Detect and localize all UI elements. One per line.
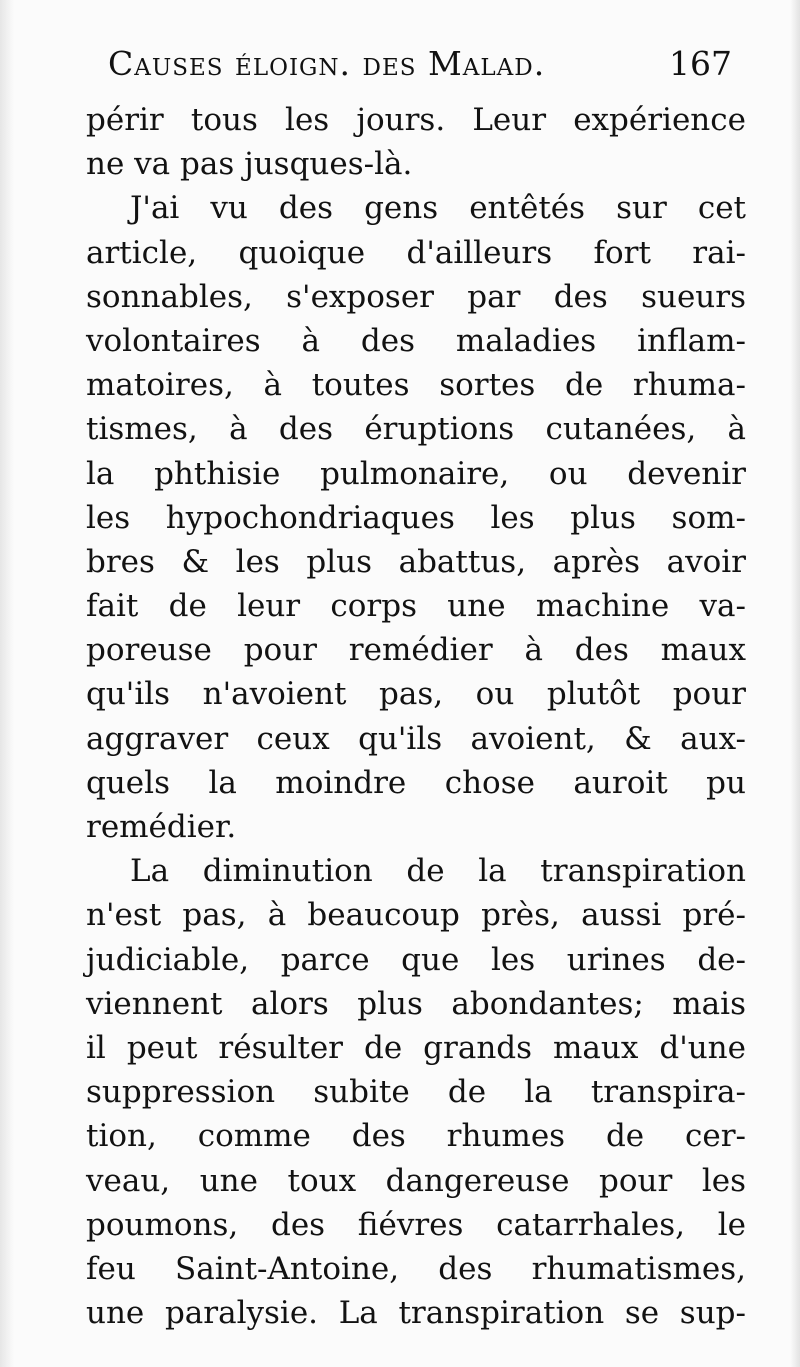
text-line: matoires, à toutes sortes de rhuma-	[86, 367, 746, 404]
text-line: n'est pas, à beaucoup près, aussi pré-	[86, 897, 746, 934]
text-line: fait de leur corps une machine va-	[86, 588, 746, 625]
text-line: article, quoique d'ailleurs fort rai-	[86, 234, 746, 271]
paragraph-first-line: J'ai vu des gens entêtés sur cet	[130, 190, 746, 227]
text-line: tismes, à des éruptions cutanées, à	[86, 411, 746, 448]
page-edge-shadow-right	[790, 0, 800, 1367]
paragraph-first-line: La diminution de la transpiration	[130, 853, 746, 890]
text-line: quels la moindre chose auroit pu	[86, 764, 746, 801]
text-line: sonnables, s'exposer par des sueurs	[86, 278, 746, 315]
text-line: ne va pas jusques-là.	[86, 146, 413, 183]
text-line: judiciable, parce que les urines de-	[86, 941, 746, 978]
text-line: viennent alors plus abondantes; mais	[86, 985, 746, 1022]
text-line: les hypochondriaques les plus som-	[86, 499, 746, 536]
text-line: veau, une toux dangereuse pour les	[86, 1162, 746, 1199]
running-head	[108, 44, 740, 94]
running-head-title: Causes éloign. des Malad.	[108, 44, 546, 83]
page-number: 167	[669, 44, 732, 83]
text-line: périr tous les jours. Leur expérience	[86, 102, 746, 138]
text-line: feu Saint-Antoine, des rhumatismes,	[86, 1250, 746, 1287]
text-line: aggraver ceux qu'ils avoient, & aux-	[86, 720, 746, 757]
body-text	[86, 98, 746, 1335]
text-line: tion, comme des rhumes de cer-	[86, 1118, 746, 1155]
text-line: suppression subite de la transpira-	[86, 1074, 746, 1111]
text-line: remédier.	[86, 809, 237, 845]
text-line: poreuse pour remédier à des maux	[86, 632, 746, 669]
text-line: qu'ils n'avoient pas, ou plutôt pour	[86, 676, 746, 713]
text-line: une paralysie. La transpiration se sup-	[86, 1295, 746, 1332]
text-line: poumons, des fiévres catarrhales, le	[86, 1206, 746, 1243]
text-line: la phthisie pulmonaire, ou devenir	[86, 455, 746, 492]
text-line: volontaires à des maladies inflam-	[86, 322, 746, 359]
text-line: bres & les plus abattus, après avoir	[86, 543, 746, 580]
text-line: il peut résulter de grands maux d'une	[86, 1029, 746, 1066]
page-edge-shadow-left	[0, 0, 14, 1367]
